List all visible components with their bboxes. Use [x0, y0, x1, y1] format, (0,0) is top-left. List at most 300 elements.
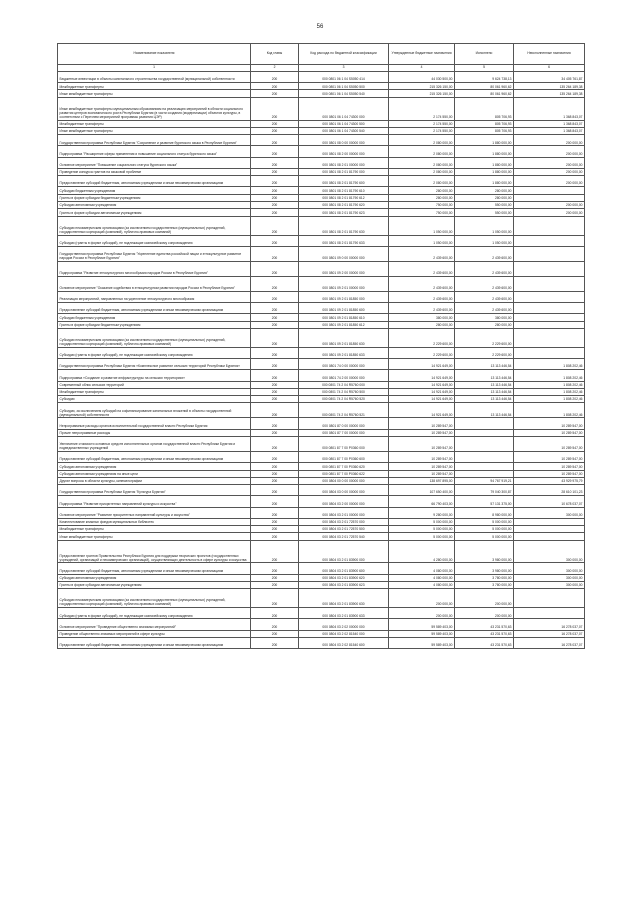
- cell-approved: 2 080 000,00: [389, 168, 455, 175]
- cell-line-code: 200: [251, 176, 299, 187]
- cell-unexecuted: [514, 589, 585, 608]
- cell-approved: 14 921 649,00: [389, 388, 455, 395]
- cell-executed: 3 980 000,00: [455, 563, 514, 574]
- cell-line-code: 200: [251, 477, 299, 484]
- cell-unexecuted: [514, 276, 585, 291]
- cell-name: Субсидии: [58, 396, 251, 403]
- cell-budget-code: 000 0804 03 2 01 72570 000: [299, 518, 389, 525]
- cell-name: Непрограммные расходы органов исполнительной государственной власти Республики Бурятия: [58, 418, 251, 429]
- cell-line-code: 200: [251, 403, 299, 418]
- cell-unexecuted: 16 278 037,07: [514, 619, 585, 630]
- cell-line-code: 200: [251, 463, 299, 470]
- cell-executed: 2 439 600,00: [455, 246, 514, 261]
- cell-executed: 8 980 000,00: [455, 507, 514, 518]
- cell-name: Комплектование книжных фондов муниципальных библиотек: [58, 518, 251, 525]
- table-row: [58, 496, 585, 507]
- cell-unexecuted: [514, 321, 585, 328]
- cell-executed: 200 000,00: [455, 589, 514, 608]
- cell-executed: 2 439 600,00: [455, 276, 514, 291]
- table-row: [58, 507, 585, 518]
- cell-line-code: 200: [251, 388, 299, 395]
- cell-line-code: 200: [251, 533, 299, 540]
- cell-approved: 10 289 547,00: [389, 463, 455, 470]
- cell-executed: [455, 429, 514, 436]
- cell-line-code: 200: [251, 496, 299, 507]
- cell-budget-code: 000 0801 09 2 00 00000 000: [299, 261, 389, 276]
- cell-unexecuted: 200 000,00: [514, 135, 585, 146]
- cell-unexecuted: 1 808 202,46: [514, 381, 585, 388]
- cell-name: Субсидии некоммерческим организациям (за исключением государственных (муниципальных) учреждений, государственных корпораций (компаний), публично-правовых компаний): [58, 328, 251, 347]
- table-row: [58, 589, 585, 608]
- cell-line-code: 200: [251, 518, 299, 525]
- cell-budget-code: 000 0801 09 2 01 81850 610: [299, 314, 389, 321]
- table-row: [58, 381, 585, 388]
- cell-line-code: 200: [251, 328, 299, 347]
- column-number: 4: [389, 65, 455, 72]
- cell-line-code: 200: [251, 540, 299, 563]
- cell-approved: 2 439 600,00: [389, 276, 455, 291]
- cell-approved: 4 080 000,00: [389, 563, 455, 574]
- cell-line-code: 200: [251, 194, 299, 201]
- cell-line-code: 200: [251, 507, 299, 518]
- cell-budget-code: 000 0804 03 2 01 83900 600: [299, 563, 389, 574]
- cell-budget-code: 000 0801 74 2 04 R5760 500: [299, 388, 389, 395]
- cell-line-code: 200: [251, 246, 299, 261]
- cell-unexecuted: 1 368 843,07: [514, 120, 585, 127]
- cell-unexecuted: 1 368 843,07: [514, 127, 585, 134]
- cell-executed: 13 113 446,54: [455, 396, 514, 403]
- cell-name: Иные межбюджетные трансферты: [58, 533, 251, 540]
- cell-line-code: 200: [251, 291, 299, 302]
- cell-name: Основное мероприятие "Повышение социального статуса бурятского языка": [58, 157, 251, 168]
- cell-approved: 2 080 000,00: [389, 135, 455, 146]
- cell-unexecuted: 28 610 101,23: [514, 485, 585, 496]
- cell-unexecuted: [514, 235, 585, 246]
- cell-unexecuted: 16 278 037,07: [514, 630, 585, 637]
- cell-budget-code: 000 0804 03 2 01 83900 630: [299, 589, 389, 608]
- cell-executed: 1 050 000,00: [455, 216, 514, 235]
- cell-name: Субсидии (гранты в форме субсидий), не подлежащие казначейскому сопровождению: [58, 608, 251, 619]
- cell-unexecuted: 200 000,00: [514, 201, 585, 208]
- cell-executed: 80 061 960,62: [455, 90, 514, 97]
- table-row: [58, 526, 585, 533]
- cell-approved: 2 174 550,00: [389, 120, 455, 127]
- cell-unexecuted: 43 929 975,79: [514, 477, 585, 484]
- cell-approved: 2 229 600,00: [389, 347, 455, 358]
- header-row: [58, 44, 585, 65]
- cell-line-code: 200: [251, 418, 299, 429]
- table-row: [58, 187, 585, 194]
- cell-line-code: 200: [251, 452, 299, 463]
- table-row: [58, 135, 585, 146]
- cell-line-code: 200: [251, 83, 299, 90]
- cell-unexecuted: [514, 216, 585, 235]
- cell-executed: [455, 470, 514, 477]
- cell-approved: 59 589 403,00: [389, 637, 455, 648]
- header-line-code: Код главы: [251, 44, 299, 65]
- cell-name: Субсидии автономным учреждениям: [58, 201, 251, 208]
- cell-executed: 805 706,93: [455, 97, 514, 120]
- cell-executed: 1 880 000,00: [455, 176, 514, 187]
- cell-unexecuted: [514, 518, 585, 525]
- cell-line-code: 200: [251, 589, 299, 608]
- cell-approved: 280 000,00: [389, 187, 455, 194]
- cell-name: Государственная программа Республики Бурятия "Культура Бурятии": [58, 485, 251, 496]
- table-row: [58, 127, 585, 134]
- cell-line-code: 200: [251, 146, 299, 157]
- table-row: [58, 581, 585, 588]
- cell-budget-code: 000 0801 08 2 01 81790 610: [299, 187, 389, 194]
- cell-name: Иные межбюджетные трансферты муниципальным образованиям на реализацию мероприятий в области социального развития центров экономического роста Республики Бурятия (в части создания (модернизации) объектов культуры, в соответствии с Перечнем мероприятий программы развития ЦЭР): [58, 97, 251, 120]
- table-row: [58, 321, 585, 328]
- cell-unexecuted: [514, 526, 585, 533]
- cell-name: Субсидии (гранты в форме субсидий), не подлежащие казначейскому сопровождению: [58, 235, 251, 246]
- cell-unexecuted: [514, 246, 585, 261]
- cell-approved: 14 921 649,00: [389, 396, 455, 403]
- cell-name: Предоставление субсидий бюджетным, автономным учреждениям и иным некоммерческим организациям: [58, 452, 251, 463]
- cell-name: Основное мероприятие "Развитие приоритетных направлений культуры и искусства": [58, 507, 251, 518]
- cell-approved: 200 000,00: [389, 589, 455, 608]
- cell-executed: 9 624 738,13: [455, 72, 514, 83]
- cell-name: Современный облик сельских территорий: [58, 381, 251, 388]
- cell-approved: 10 289 547,00: [389, 452, 455, 463]
- table-row: [58, 176, 585, 187]
- cell-approved: 215 326 150,00: [389, 90, 455, 97]
- cell-budget-code: 000 0801 09 2 01 81850 633: [299, 347, 389, 358]
- table-row: [58, 235, 585, 246]
- cell-line-code: 200: [251, 637, 299, 648]
- cell-approved: 2 439 600,00: [389, 303, 455, 314]
- cell-approved: 10 289 547,00: [389, 470, 455, 477]
- cell-executed: 805 706,93: [455, 120, 514, 127]
- cell-executed: 94 767 919,21: [455, 477, 514, 484]
- cell-unexecuted: 300 000,00: [514, 507, 585, 518]
- cell-unexecuted: 135 264 189,38: [514, 90, 585, 97]
- cell-approved: 2 439 600,00: [389, 291, 455, 302]
- cell-budget-code: 000 0801 74 2 04 R5760 521: [299, 403, 389, 418]
- cell-budget-code: 000 0801 74 0 00 00000 000: [299, 359, 389, 370]
- cell-line-code: 200: [251, 120, 299, 127]
- page-number: 56: [316, 24, 324, 30]
- column-number: 5: [455, 65, 514, 72]
- cell-unexecuted: 10 289 547,00: [514, 470, 585, 477]
- cell-unexecuted: 1 808 202,46: [514, 359, 585, 370]
- cell-budget-code: 000 0801 08 2 01 81790 633: [299, 235, 389, 246]
- cell-budget-code: 000 0801 06 1 04 S5050 414: [299, 72, 389, 83]
- cell-unexecuted: 200 000,00: [514, 176, 585, 187]
- cell-executed: 2 229 600,00: [455, 347, 514, 358]
- cell-executed: 13 113 446,54: [455, 388, 514, 395]
- cell-executed: 5 000 000,00: [455, 518, 514, 525]
- cell-name: Основное мероприятие "Проведение общественно значимых мероприятий": [58, 619, 251, 630]
- cell-name: Увеличение стоимости основных средств исполнительных органов государственной власти Республики Бурятия и подведомственных учреждений: [58, 436, 251, 451]
- cell-budget-code: 000 0801 08 2 00 00000 000: [299, 146, 389, 157]
- cell-executed: 805 706,93: [455, 127, 514, 134]
- cell-name: Предоставление субсидий бюджетным, автономным учреждениям и иным некоммерческим организациям: [58, 637, 251, 648]
- cell-executed: 13 113 446,54: [455, 381, 514, 388]
- cell-executed: 3 780 000,00: [455, 574, 514, 581]
- column-number: 3: [299, 65, 389, 72]
- cell-name: Государственная программа Республики Бурятия "Укрепление единства российской нации и этнокультурное развитие народов России в Республике Бурятия": [58, 246, 251, 261]
- table-row: [58, 303, 585, 314]
- cell-budget-code: 000 0801 74 2 04 R5760 000: [299, 381, 389, 388]
- cell-executed: 79 040 300,87: [455, 485, 514, 496]
- cell-unexecuted: 200 000,00: [514, 146, 585, 157]
- cell-executed: 5 000 000,00: [455, 526, 514, 533]
- cell-unexecuted: 10 289 547,00: [514, 452, 585, 463]
- cell-budget-code: 000 0801 09 0 00 00000 000: [299, 246, 389, 261]
- cell-unexecuted: 300 000,00: [514, 574, 585, 581]
- cell-name: Подпрограмма "Расширение сферы применения и повышение социального статуса бурятского языка": [58, 146, 251, 157]
- cell-name: Гранты в форме субсидии бюджетным учреждениям: [58, 194, 251, 201]
- cell-budget-code: 000 0801 74 2 04 R5760 520: [299, 396, 389, 403]
- cell-approved: 14 921 649,00: [389, 403, 455, 418]
- cell-budget-code: 000 0804 03 2 02 81540 600: [299, 637, 389, 648]
- cell-name: Иные межбюджетные трансферты: [58, 127, 251, 134]
- cell-line-code: 200: [251, 630, 299, 637]
- cell-line-code: 200: [251, 359, 299, 370]
- table-row: [58, 418, 585, 429]
- table-row: [58, 477, 585, 484]
- cell-approved: 4 080 000,00: [389, 574, 455, 581]
- budget-execution-table: [57, 43, 585, 649]
- cell-name: Субсидии бюджетным учреждениям: [58, 187, 251, 194]
- cell-name: Государственная программа Республики Бурятия "Сохранение и развитие бурятского языка в Республике Бурятия": [58, 135, 251, 146]
- cell-executed: 2 439 600,00: [455, 291, 514, 302]
- cell-executed: 43 231 570,63: [455, 630, 514, 637]
- cell-name: Межбюджетные трансферты: [58, 120, 251, 127]
- table-row: [58, 157, 585, 168]
- cell-budget-code: 000 0801 09 2 01 81850 612: [299, 321, 389, 328]
- cell-name: Другие вопросы в области культуры, кинематографии: [58, 477, 251, 484]
- cell-budget-code: 000 0801 06 1 04 S5050 540: [299, 90, 389, 97]
- cell-name: Подпрограмма "Развитие этнокультурного многообразия народов России в Республике Бурятия": [58, 261, 251, 276]
- cell-approved: 2 174 550,00: [389, 97, 455, 120]
- cell-unexecuted: 10 289 547,00: [514, 418, 585, 429]
- table-row: [58, 533, 585, 540]
- cell-approved: 5 000 000,00: [389, 518, 455, 525]
- cell-executed: 1 880 000,00: [455, 168, 514, 175]
- cell-executed: 2 439 600,00: [455, 261, 514, 276]
- cell-name: Субсидии бюджетным учреждениям: [58, 314, 251, 321]
- cell-line-code: 200: [251, 157, 299, 168]
- cell-budget-code: 000 0804 03 2 01 00000 000: [299, 507, 389, 518]
- table-row: [58, 194, 585, 201]
- cell-budget-code: 000 0801 87 7 00 P0360 620: [299, 463, 389, 470]
- cell-executed: 2 229 600,00: [455, 328, 514, 347]
- cell-unexecuted: 200 000,00: [514, 168, 585, 175]
- table-row: [58, 328, 585, 347]
- table-row: [58, 463, 585, 470]
- cell-name: Межбюджетные трансферты: [58, 83, 251, 90]
- cell-name: Основное мероприятие "Оказание содействия в этнокультурном развитии народов России в Республике Бурятия": [58, 276, 251, 291]
- cell-executed: 1 880 000,00: [455, 135, 514, 146]
- table-row: [58, 619, 585, 630]
- cell-line-code: 200: [251, 396, 299, 403]
- cell-budget-code: 000 0801 87 7 00 00000 000: [299, 429, 389, 436]
- cell-name: Субсидии автономным учреждениям: [58, 574, 251, 581]
- cell-name: Субсидии некоммерческим организациям (за исключением государственных (муниципальных) учреждений, государственных корпораций (компаний), публично-правовых компаний): [58, 589, 251, 608]
- cell-name: Субсидии некоммерческим организациям (за исключением государственных (муниципальных) учреждений, государственных корпораций (компаний), публично-правовых компаний): [58, 216, 251, 235]
- cell-line-code: 200: [251, 581, 299, 588]
- cell-executed: 43 231 570,63: [455, 637, 514, 648]
- cell-name: Иные межбюджетные трансферты: [58, 90, 251, 97]
- cell-unexecuted: 1 808 202,46: [514, 403, 585, 418]
- cell-unexecuted: 16 278 037,07: [514, 637, 585, 648]
- cell-approved: 4 080 000,00: [389, 581, 455, 588]
- cell-name: Реализация мероприятий, направленных на укрепление этнокультурного многообразия: [58, 291, 251, 302]
- cell-budget-code: 000 0801 08 2 01 81790 630: [299, 216, 389, 235]
- cell-line-code: 200: [251, 97, 299, 120]
- cell-executed: 200 000,00: [455, 608, 514, 619]
- table-row: [58, 436, 585, 451]
- cell-budget-code: 000 0801 08 2 01 81790 600: [299, 176, 389, 187]
- cell-name: Проведение конкурса грантов на языковой проблеме: [58, 168, 251, 175]
- cell-line-code: 200: [251, 370, 299, 381]
- header-unexecuted: Неисполненные назначения: [514, 44, 585, 65]
- cell-budget-code: 000 0804 00 0 00 00000 000: [299, 477, 389, 484]
- table-row: [58, 630, 585, 637]
- cell-approved: 2 080 000,00: [389, 146, 455, 157]
- cell-executed: 280 000,00: [455, 194, 514, 201]
- table-row: [58, 429, 585, 436]
- cell-budget-code: 000 0804 03 2 02 00000 000: [299, 619, 389, 630]
- header-name: Наименование показателя: [58, 44, 251, 65]
- cell-budget-code: 000 0801 87 7 00 P0360 600: [299, 452, 389, 463]
- cell-approved: 5 000 000,00: [389, 533, 455, 540]
- cell-unexecuted: 135 264 189,38: [514, 83, 585, 90]
- table-row: [58, 388, 585, 395]
- cell-line-code: 200: [251, 485, 299, 496]
- cell-budget-code: 000 0801 74 2 00 00000 000: [299, 370, 389, 381]
- cell-unexecuted: [514, 533, 585, 540]
- cell-budget-code: 000 0801 08 0 00 00000 000: [299, 135, 389, 146]
- cell-line-code: 200: [251, 381, 299, 388]
- table-row: [58, 216, 585, 235]
- cell-unexecuted: [514, 328, 585, 347]
- cell-approved: 10 289 547,00: [389, 418, 455, 429]
- cell-executed: 1 880 000,00: [455, 157, 514, 168]
- cell-executed: [455, 436, 514, 451]
- cell-unexecuted: [514, 194, 585, 201]
- cell-name: Межбюджетные трансферты: [58, 526, 251, 533]
- cell-executed: 13 113 446,54: [455, 370, 514, 381]
- cell-approved: 280 000,00: [389, 194, 455, 201]
- table-row: [58, 574, 585, 581]
- cell-name: Субсидии автономным учреждениям на иные цели: [58, 470, 251, 477]
- cell-unexecuted: [514, 347, 585, 358]
- table-row: [58, 396, 585, 403]
- cell-approved: 59 589 403,00: [389, 630, 455, 637]
- cell-unexecuted: 300 000,00: [514, 540, 585, 563]
- cell-approved: 2 080 000,00: [389, 176, 455, 187]
- cell-name: Проведение общественно значимых мероприятий в сфере культуры: [58, 630, 251, 637]
- cell-approved: 280 000,00: [389, 321, 455, 328]
- cell-unexecuted: [514, 291, 585, 302]
- cell-name: Гранты в форме субсидии автономным учреждениям: [58, 209, 251, 216]
- cell-approved: 1 050 000,00: [389, 235, 455, 246]
- cell-budget-code: 000 0804 03 2 01 72570 500: [299, 526, 389, 533]
- cell-budget-code: 000 0801 09 2 01 81850 630: [299, 328, 389, 347]
- cell-line-code: 200: [251, 303, 299, 314]
- cell-executed: 80 061 960,62: [455, 83, 514, 90]
- table-row: [58, 485, 585, 496]
- cell-budget-code: 000 0801 06 1 04 74300 000: [299, 97, 389, 120]
- cell-name: Субсидии (гранты в форме субсидий), не подлежащие казначейскому сопровождению: [58, 347, 251, 358]
- cell-unexecuted: 1 808 202,46: [514, 388, 585, 395]
- cell-unexecuted: 10 289 547,00: [514, 429, 585, 436]
- cell-line-code: 200: [251, 135, 299, 146]
- cell-executed: 13 113 446,54: [455, 359, 514, 370]
- header-executed: Исполнено: [455, 44, 514, 65]
- cell-unexecuted: [514, 608, 585, 619]
- table-row: [58, 90, 585, 97]
- column-number-row: [58, 65, 585, 72]
- cell-name: Подпрограмма "Развитие приоритетных направлений культуры и искусства": [58, 496, 251, 507]
- cell-budget-code: 000 0804 03 2 01 83900 623: [299, 581, 389, 588]
- cell-budget-code: 000 0804 03 2 01 83900 620: [299, 574, 389, 581]
- cell-unexecuted: [514, 187, 585, 194]
- column-number: 2: [251, 65, 299, 72]
- table-row: [58, 209, 585, 216]
- cell-unexecuted: 300 000,00: [514, 563, 585, 574]
- table-row: [58, 518, 585, 525]
- cell-executed: 550 000,00: [455, 209, 514, 216]
- cell-executed: 280 000,00: [455, 321, 514, 328]
- cell-budget-code: 000 0801 87 7 00 P0360 622: [299, 470, 389, 477]
- cell-name: Прочие непрограммные расходы: [58, 429, 251, 436]
- cell-approved: 1 050 000,00: [389, 216, 455, 235]
- cell-approved: 66 790 403,00: [389, 496, 455, 507]
- table-row: [58, 276, 585, 291]
- cell-approved: 59 589 403,00: [389, 619, 455, 630]
- cell-unexecuted: 1 808 202,46: [514, 370, 585, 381]
- cell-approved: 14 921 649,00: [389, 370, 455, 381]
- cell-budget-code: 000 0801 08 2 01 81790 623: [299, 209, 389, 216]
- cell-name: Предоставление субсидий бюджетным, автономным учреждениям и иным некоммерческим организациям: [58, 303, 251, 314]
- cell-approved: 14 921 649,00: [389, 359, 455, 370]
- cell-approved: 10 289 547,00: [389, 436, 455, 451]
- table-row: [58, 370, 585, 381]
- cell-executed: 280 000,00: [455, 187, 514, 194]
- header-budget-code: Код расхода по бюджетной классификации: [299, 44, 389, 65]
- header-approved: Утвержденные бюджетные назначения: [389, 44, 455, 65]
- cell-executed: 550 000,00: [455, 201, 514, 208]
- cell-name: Субсидии автономным учреждениям: [58, 463, 251, 470]
- table-row: [58, 540, 585, 563]
- table-row: [58, 146, 585, 157]
- cell-executed: 1 880 000,00: [455, 146, 514, 157]
- cell-executed: 2 439 600,00: [455, 303, 514, 314]
- cell-approved: 5 000 000,00: [389, 526, 455, 533]
- cell-budget-code: 000 0801 06 1 04 74300 540: [299, 127, 389, 134]
- cell-approved: 9 280 000,00: [389, 507, 455, 518]
- cell-unexecuted: [514, 314, 585, 321]
- cell-approved: 2 439 600,00: [389, 261, 455, 276]
- cell-name: Государственная программа Республики Бурятия «Комплексное развитие сельских территорий Республики Бурятия»: [58, 359, 251, 370]
- table-body: [58, 65, 585, 649]
- cell-unexecuted: 1 368 843,07: [514, 97, 585, 120]
- cell-approved: 215 326 150,00: [389, 83, 455, 90]
- cell-name: Предоставление грантов Правительства Республики Бурятия для поддержки творческих проектов (государственных учреждений, организаций и некоммерческих организаций), осуществляющих деятельность в сфере культуры и искусства: [58, 540, 251, 563]
- table-row: [58, 291, 585, 302]
- cell-approved: 750 000,00: [389, 201, 455, 208]
- cell-approved: 200 000,00: [389, 608, 455, 619]
- table-row: [58, 608, 585, 619]
- cell-line-code: 200: [251, 201, 299, 208]
- cell-line-code: 200: [251, 429, 299, 436]
- cell-budget-code: 000 0801 08 2 01 81790 612: [299, 194, 389, 201]
